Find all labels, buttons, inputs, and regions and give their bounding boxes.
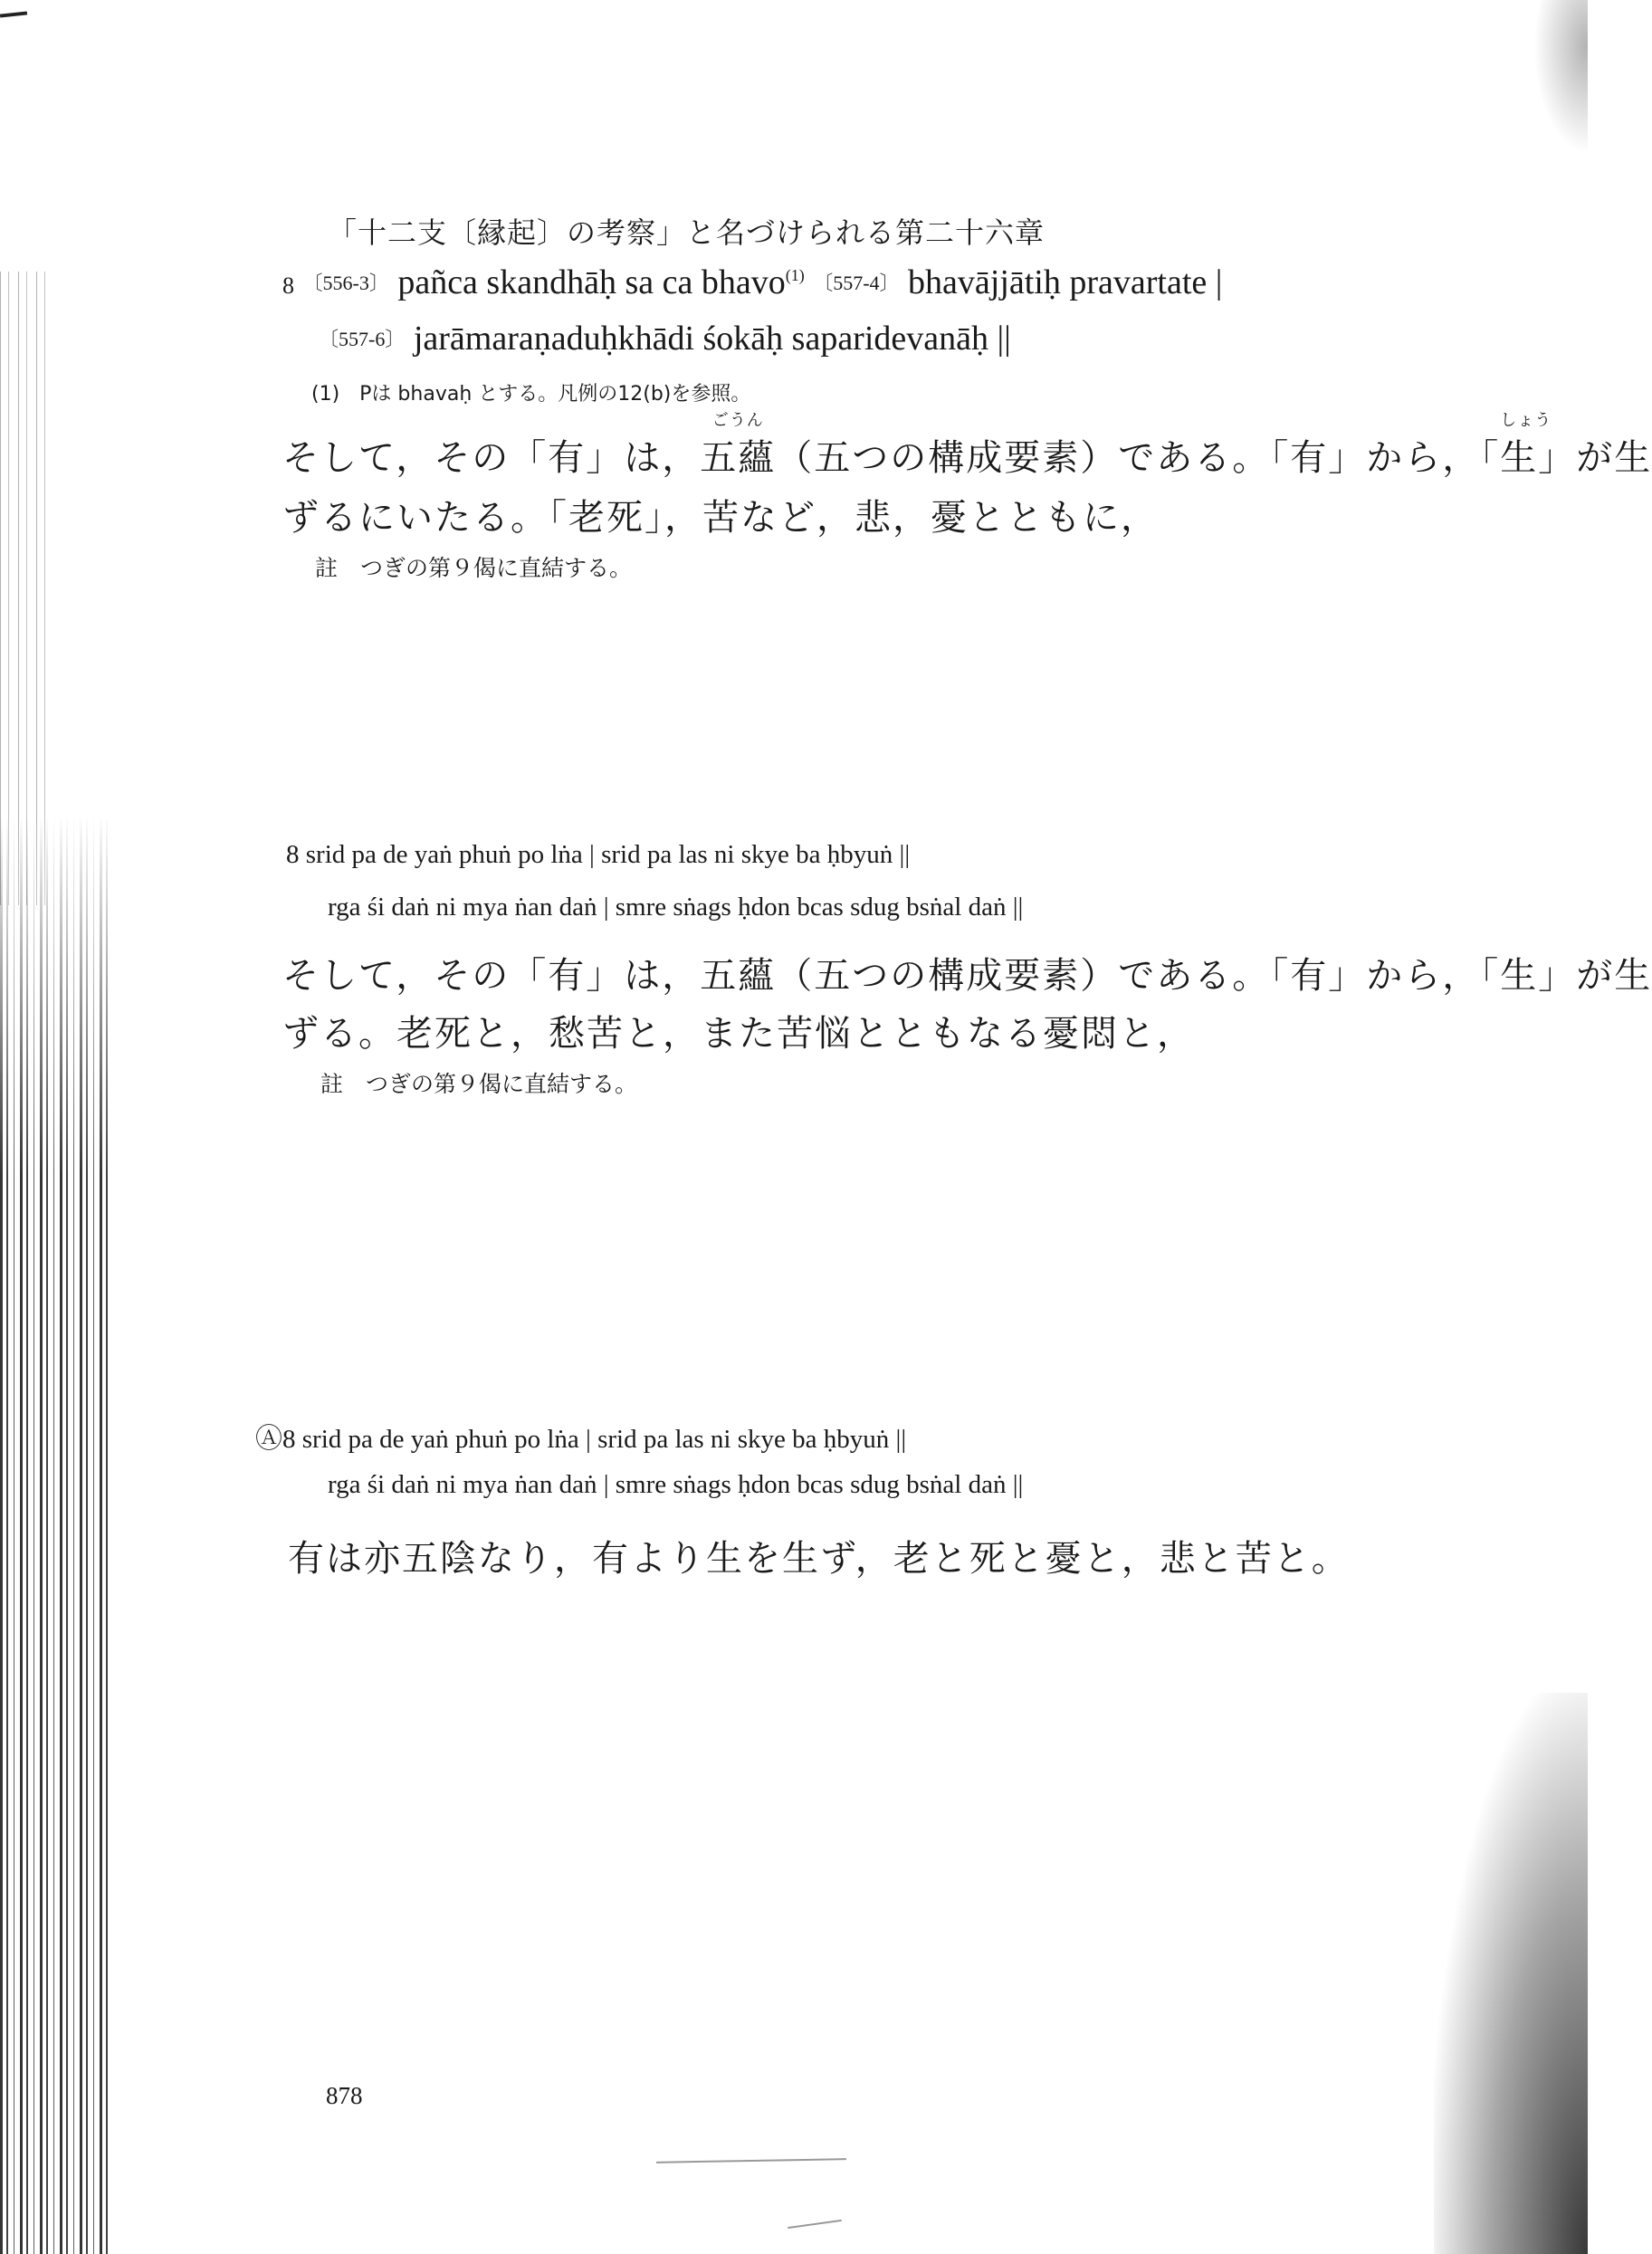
ruby-reading: ごうん: [711, 411, 764, 430]
translation-text: そして，その「有」は，: [282, 437, 701, 479]
circled-a-marker: Ⓐ: [255, 1424, 282, 1454]
note: 註 つぎの第９偈に直結する。: [315, 555, 633, 581]
tibetan-verse-line-2: rga śi daṅ ni mya ṅan daṅ | smre sṅags ḥdon bcas sdug bsṅal daṅ ||: [328, 893, 1024, 922]
sanskrit-text: bhavājjātiḥ pravartate |: [908, 263, 1223, 301]
translation-line-1: そして，その「有」は，五蘊（五つの構成要素）である。「有」から，「生」が生: [282, 955, 1652, 997]
reference-marker: 〔556-3〕: [302, 272, 389, 294]
verse-number: 8: [282, 272, 294, 299]
ruby-shou: [1500, 411, 1552, 481]
tibetan-text: 8 srid pa de yaṅ phuṅ po lṅa | srid pa las ni skye ba ḥbyuṅ ||: [282, 1425, 907, 1454]
tibetan-verse-line-2: rga śi daṅ ni mya ṅan daṅ | smre sṅags ḥdon bcas sdug bsṅal daṅ ||: [328, 1470, 1024, 1499]
ruby-goun: [700, 411, 777, 481]
reference-marker: 〔557-4〕: [813, 272, 900, 294]
translation-line-2: ずる。老死と，愁苦と，また苦悩とともなる憂悶と，: [282, 1013, 1195, 1055]
reference-marker: 〔557-6〕: [319, 328, 406, 350]
ruby-base: 生: [1500, 437, 1539, 479]
scan-scratch: [788, 2220, 842, 2229]
tibetan-verse-line-1: 8 srid pa de yaṅ phuṅ po lṅa | srid pa las ni skye ba ḥbyuṅ ||: [286, 840, 911, 869]
ruby-reading: しょう: [1500, 411, 1552, 430]
scan-mark: [0, 11, 27, 17]
note: 註 つぎの第９偈に直結する。: [320, 1071, 638, 1097]
translation-line-2: ずるにいたる。「老死」，苦など，悲，憂とともに，: [282, 497, 1159, 539]
binding-shadow-upper: [0, 272, 54, 905]
sanskrit-text: jarāmaraṇaduḥkhādi śokāḥ saparidevanāḥ ||: [413, 320, 1011, 358]
classical-translation: 有は亦五陰なり，有より生を生ず，老と死と憂と，悲と苦と。: [288, 1538, 1350, 1580]
scan-noise-bottom-right: [1434, 1693, 1588, 2254]
scan-scratch: [656, 2158, 846, 2163]
footnote-marker: (1): [785, 266, 805, 284]
footnote: (1) Pは bhavaḥ とする。凡例の12(b)を参照。: [311, 383, 751, 406]
ruby-base: 五蘊: [700, 437, 777, 479]
binding-shadow: [0, 815, 113, 2254]
sanskrit-verse-line-1: [282, 263, 1222, 302]
scan-noise-top-right: [1533, 0, 1588, 154]
sanskrit-verse-line-2: [319, 319, 1011, 358]
page-number: 878: [326, 2082, 363, 2109]
chapter-title: 「十二支〔縁起〕の考察」と名づけられる第二十六章: [328, 215, 1046, 250]
tibetan-verse-line-1: [255, 1416, 906, 1456]
translation-text: 」が生: [1538, 437, 1652, 479]
translation-line-1: [282, 411, 1652, 481]
sanskrit-text: pañca skandhāḥ sa ca bhavo: [397, 263, 786, 301]
translation-text: （五つの構成要素）である。「有」から，「: [776, 437, 1501, 479]
